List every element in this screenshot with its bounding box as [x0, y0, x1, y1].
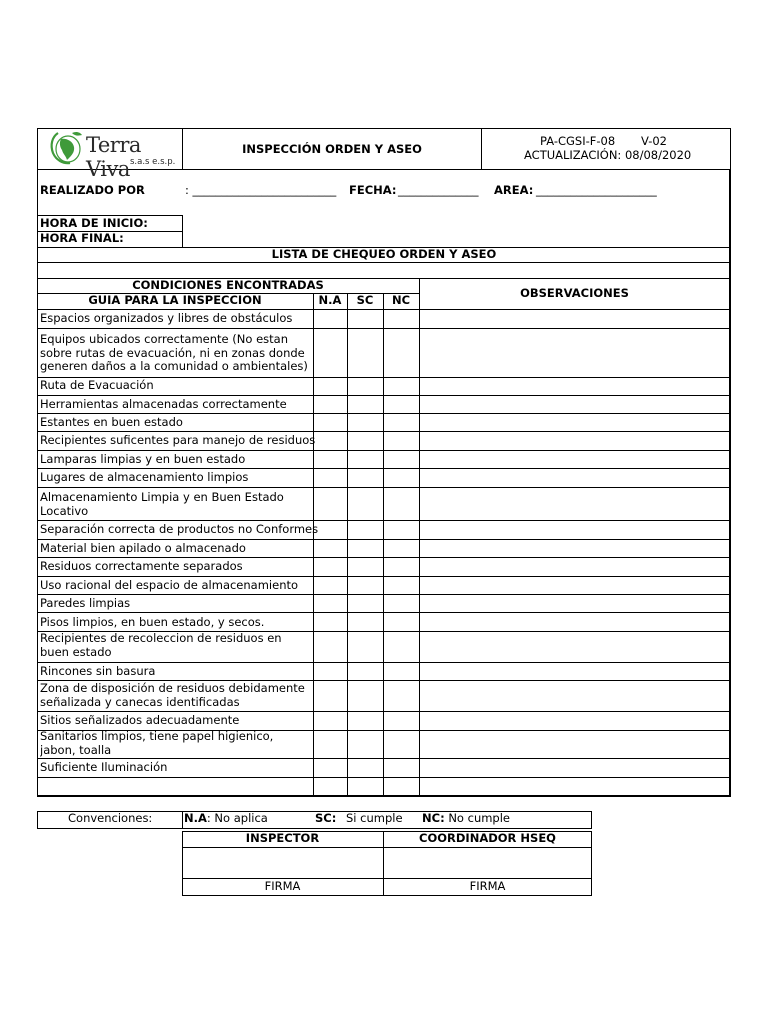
checklist-item: Material bien apilado o almacenado: [40, 542, 246, 555]
checklist-item: Uso racional del espacio de almacenamiento: [40, 579, 299, 592]
fecha-label: FECHA:: [349, 183, 397, 197]
inspector-header: INSPECTOR: [245, 831, 320, 846]
observations-header: OBSERVACIONES: [520, 285, 629, 300]
inspector-signature-area[interactable]: [183, 848, 382, 878]
hora-inicio-label: HORA DE INICIO:: [40, 216, 148, 230]
checklist-item: Zona de disposición de residuos debidamente señalizada y canecas identificadas: [40, 682, 305, 709]
checklist-item: Lugares de almacenamiento limpios: [40, 471, 249, 484]
checklist-item: Recipientes suficentes para manejo de residuos: [40, 434, 316, 447]
hora-final-label: HORA FINAL:: [40, 231, 124, 245]
convention-nc: [422, 812, 510, 826]
col-na-header: N.A: [318, 292, 342, 307]
checklist-item: Pisos limpios, en buen estado, y secos.: [40, 616, 265, 629]
area-field[interactable]: _____________________: [536, 183, 657, 197]
conditions-header: CONDICIONES ENCONTRADAS: [132, 277, 324, 292]
convention-nc-key: NC:: [422, 811, 445, 825]
convention-sc-key: SC:: [315, 811, 337, 825]
globe-leaf-icon: [46, 129, 86, 169]
col-nc-header: NC: [391, 292, 411, 307]
convention-sc-text: Si cumple: [345, 811, 403, 825]
form-version: V-02: [641, 134, 667, 148]
col-sc-header: SC: [356, 292, 374, 307]
checklist-item: Ruta de Evacuación: [40, 379, 154, 392]
checklist-item: Estantes en buen estado: [40, 416, 183, 429]
area-label: AREA:: [494, 183, 534, 197]
checklist-item: Paredes limpias: [40, 597, 131, 610]
brand-name: Terra Viva: [86, 133, 141, 181]
checklist-item: Rincones sin basura: [40, 665, 156, 678]
convention-nc-text: No cumple: [448, 811, 511, 825]
brand-suffix: s.a.s e.s.p.: [130, 157, 176, 167]
form-update-date: ACTUALIZACIÓN: 08/08/2020: [524, 148, 692, 162]
checklist-item: Recipientes de recoleccion de residuos en buen estado: [40, 632, 282, 659]
checklist-item: Herramientas almacenadas correctamente: [40, 398, 287, 411]
convention-na-key: N.A: [184, 811, 207, 825]
realizado-field[interactable]: : _________________________: [185, 183, 337, 197]
coordinator-header: COORDINADOR HSEQ: [419, 831, 556, 846]
checklist-item: Lamparas limpias y en buen estado: [40, 453, 246, 466]
coordinator-firma-label: FIRMA: [469, 878, 506, 893]
coordinator-signature-area[interactable]: [384, 848, 591, 878]
conventions-label: Convenciones:: [68, 811, 153, 825]
convention-na: [184, 812, 268, 826]
form-code: PA-CGSI-F-08: [540, 134, 616, 148]
checklist-item: Sanitarios limpios, tiene papel higienico, jabon, toalla: [40, 730, 274, 757]
form-code-block: [482, 128, 731, 170]
form-title: INSPECCIÓN ORDEN Y ASEO: [242, 142, 422, 156]
checklist-item: Almacenamiento Limpia y en Buen Estado Locativo: [40, 491, 284, 518]
checklist-item: Residuos correctamente separados: [40, 560, 243, 573]
checklist-item: Espacios organizados y libres de obstáculos: [40, 312, 293, 325]
checklist-item: Sitios señalizados adecuadamente: [40, 714, 240, 727]
inspector-firma-label: FIRMA: [264, 878, 301, 893]
checklist-item: Separación correcta de productos no Conformes: [40, 523, 319, 536]
realizado-label: REALIZADO POR: [40, 183, 145, 197]
convention-sc: [315, 812, 403, 826]
checklist-item: Suficiente Iluminación: [40, 761, 168, 774]
checklist-item: Equipos ubicados correctamente (No estan sobre rutas de evacuación, ni en zonas donde generen daños a la comunidad o ambientales): [40, 333, 308, 373]
company-logo: [44, 129, 180, 181]
checklist-title: LISTA DE CHEQUEO ORDEN Y ASEO: [271, 246, 497, 261]
fecha-field[interactable]: ______________: [398, 183, 479, 197]
convention-na-text: : No aplica: [206, 811, 268, 825]
guide-header: GUIA PARA LA INSPECCION: [88, 292, 262, 307]
